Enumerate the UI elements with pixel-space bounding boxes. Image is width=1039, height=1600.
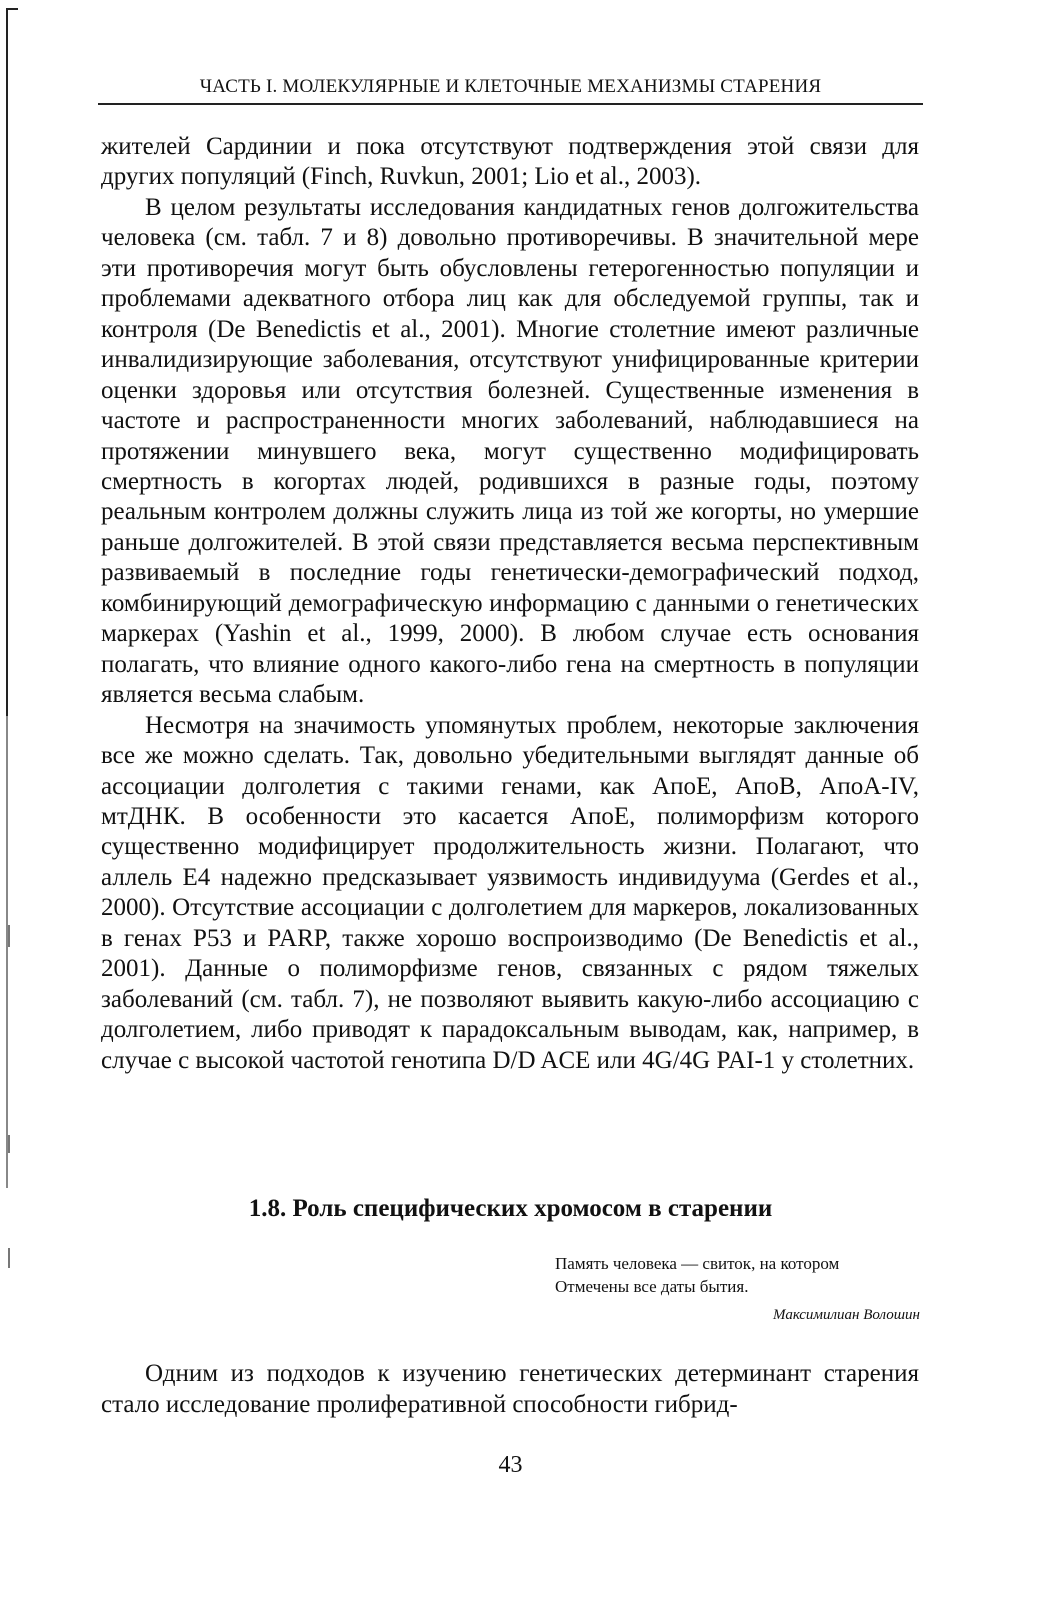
epigraph-line: Отмечены все даты бытия. <box>555 1277 749 1296</box>
epigraph <box>555 1252 920 1327</box>
running-head: ЧАСТЬ I. МОЛЕКУЛЯРНЫЕ И КЛЕТОЧНЫЕ МЕХАНИЗМЫ СТАРЕНИЯ <box>199 76 822 97</box>
paragraph: Одним из подходов к изучению генетических детерминант старения стало исследование пролиферативной способности гибрид- <box>101 1360 919 1418</box>
scan-mark <box>8 925 10 947</box>
paragraph-continuation: жителей Сардинии и пока отсутствуют подтверждения этой связи для других популяций (Finch, Ruvkun, 2001; Lio et al., 2003). <box>101 133 919 191</box>
scan-mark <box>8 1248 10 1268</box>
scan-mark <box>8 1135 10 1153</box>
section-title: 1.8. Роль специфических хромосом в старении <box>248 1195 773 1222</box>
scan-edge-left <box>6 8 8 1188</box>
header-rule <box>98 103 923 105</box>
epigraph-author: Максимилиан Волошин <box>773 1307 920 1323</box>
epigraph-line: Память человека — свиток, на котором <box>555 1254 840 1273</box>
main-text <box>101 132 919 1076</box>
section-text <box>101 1358 919 1420</box>
page-number: 43 <box>498 1452 523 1478</box>
paragraph: Несмотря на значимость упомянутых проблем, некоторые заключения все же можно сделать. Так, довольно убедительными выглядят данные об ассоциации долголетия с такими генами, как АпоЕ, АпоВ, АпоА-IV, мтДНК. В особенности это касается АпоЕ, полиморфизм которого существенно модифицирует продолжительность жизни. Полагают, что аллель Е4 надежно предсказывает уязвимость индивидуума (Gerdes et al., 2000). Отсутствие ассоциации с долголетием для маркеров, локализованных в генах Р53 и PARP, также хорошо воспроизводимо (De Benedictis et al., 2001). Данные о полиморфизме генов, связанных с рядом тяжелых заболеваний (см. табл. 7), не позволяют выявить какую-либо ассоциацию с долголетием, либо приводят к парадоксальным выводам, как, например, в случае с высокой частотой генотипа D/D ACE или 4G/4G PAI-1 у столетних. <box>101 711 919 1074</box>
paragraph: В целом результаты исследования кандидатных генов долгожительства человека (см. табл. 7 и 8) довольно противоречивы. В значительной мере эти противоречия могут быть обусловлены гетерогенностью популяции и проблемами адекватного отбора лиц как для обследуемой группы, так и контроля (De Benedictis et al., 2001). Многие столетние имеют различные инвалидизирующие заболевания, отсутствуют унифицированные критерии оценки здоровья или отсутствия болезней. Существенные изменения в частоте и распространенности многих заболеваний, наблюдавшиеся на протяжении минувшего века, могут существенно модифицировать смертность в когортах людей, родившихся в разные годы, поэтому реальным контролем должны служить лица из той же когорты, но умершие раньше долгожителей. В этой связи представляется весьма перспективным развиваемый в последние годы генетически-демографический подход, комбинирующий демографическую информацию с данными о генетических маркерах (Yashin et al., 1999, 2000). В любом случае есть основания полагать, что влияние одного какого-либо гена на смертность в популяции является весьма слабым. <box>101 193 919 709</box>
